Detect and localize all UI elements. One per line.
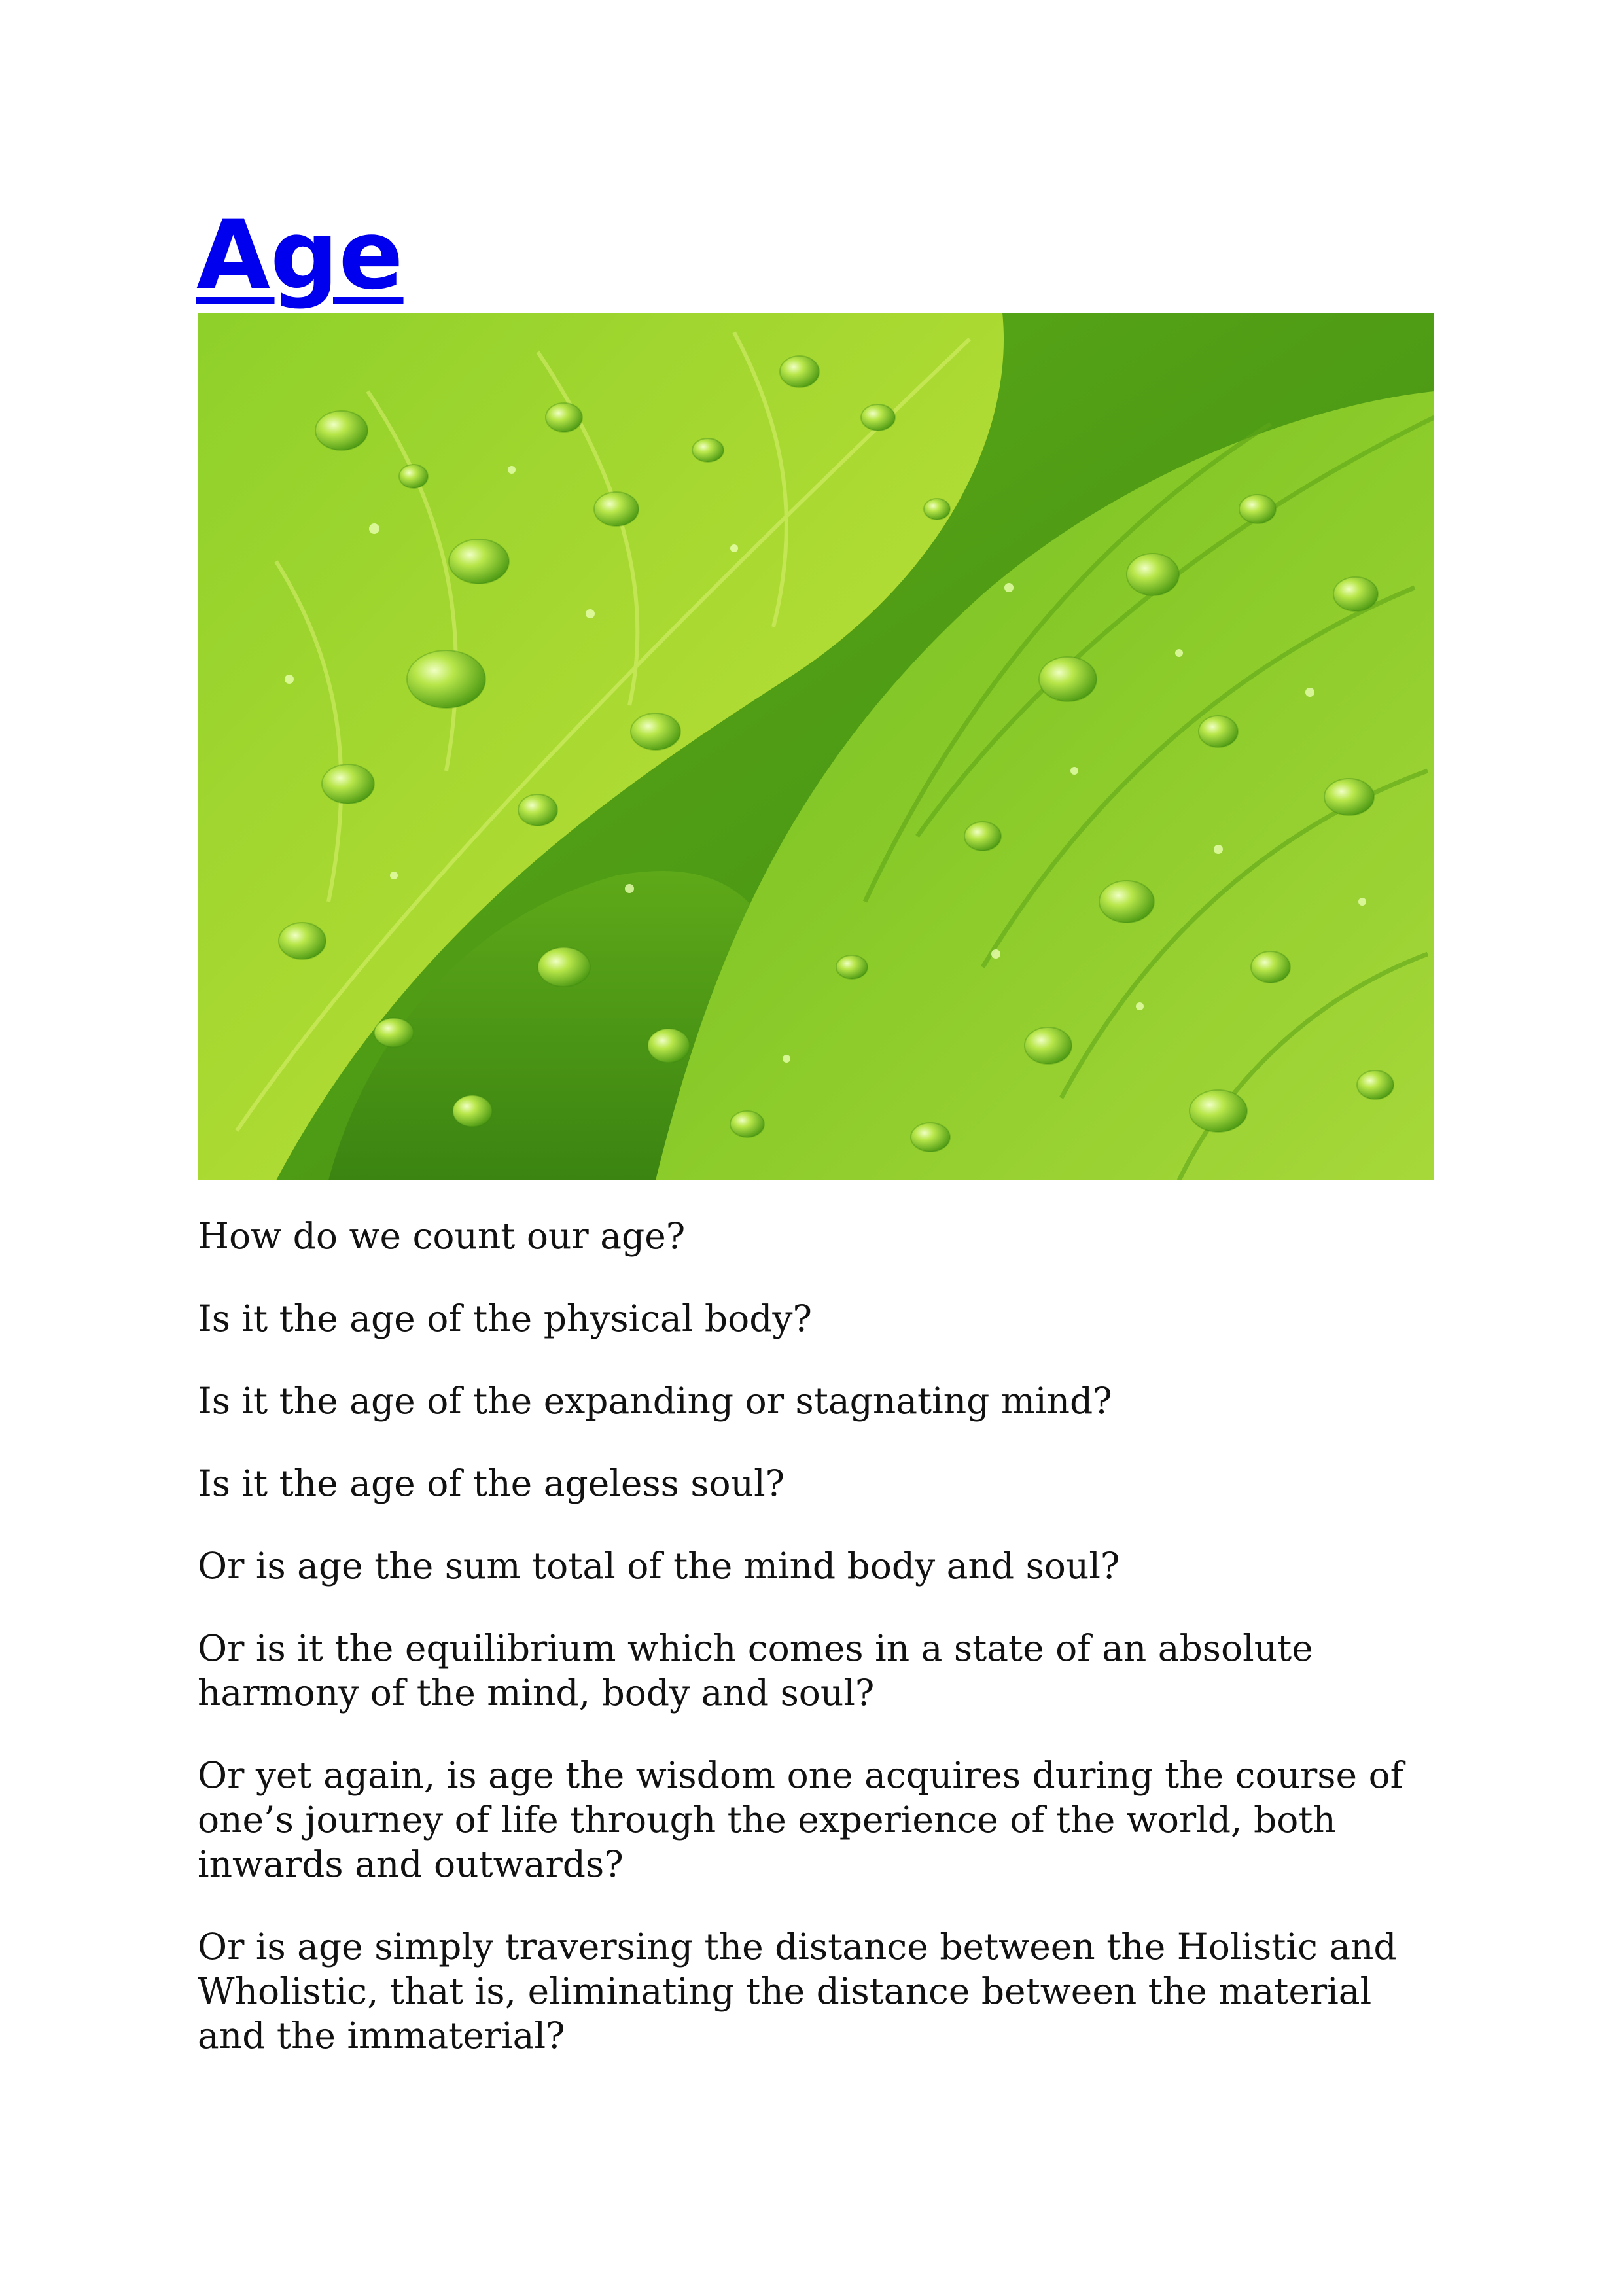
paragraph: Is it the age of the physical body? (198, 1298, 812, 1339)
paragraph: Is it the age of the ageless soul? (198, 1462, 785, 1504)
leaf-photo (198, 313, 1434, 1180)
paragraph: Is it the age of the expanding or stagnating mind? (198, 1380, 1112, 1422)
paragraph: Or is age simply traversing the distance between the Holistic and Wholistic, that is, eliminating the distance between the material and the immaterial? (198, 1926, 1397, 2057)
paragraph: Or is age the sum total of the mind body and soul? (198, 1545, 1120, 1587)
paragraph: How do we count our age? (198, 1215, 686, 1257)
article-body (198, 1214, 1441, 2096)
page-title-link[interactable]: Age (196, 200, 404, 311)
paragraph: Or is it the equilibrium which comes in a state of an absolute harmony of the mind, body and soul? (198, 1627, 1313, 1714)
leaf-illustration (198, 313, 1434, 1180)
paragraph: Or yet again, is age the wisdom one acquires during the course of one’s journey of life through the experience of the world, both inwards and outwards? (198, 1754, 1404, 1885)
